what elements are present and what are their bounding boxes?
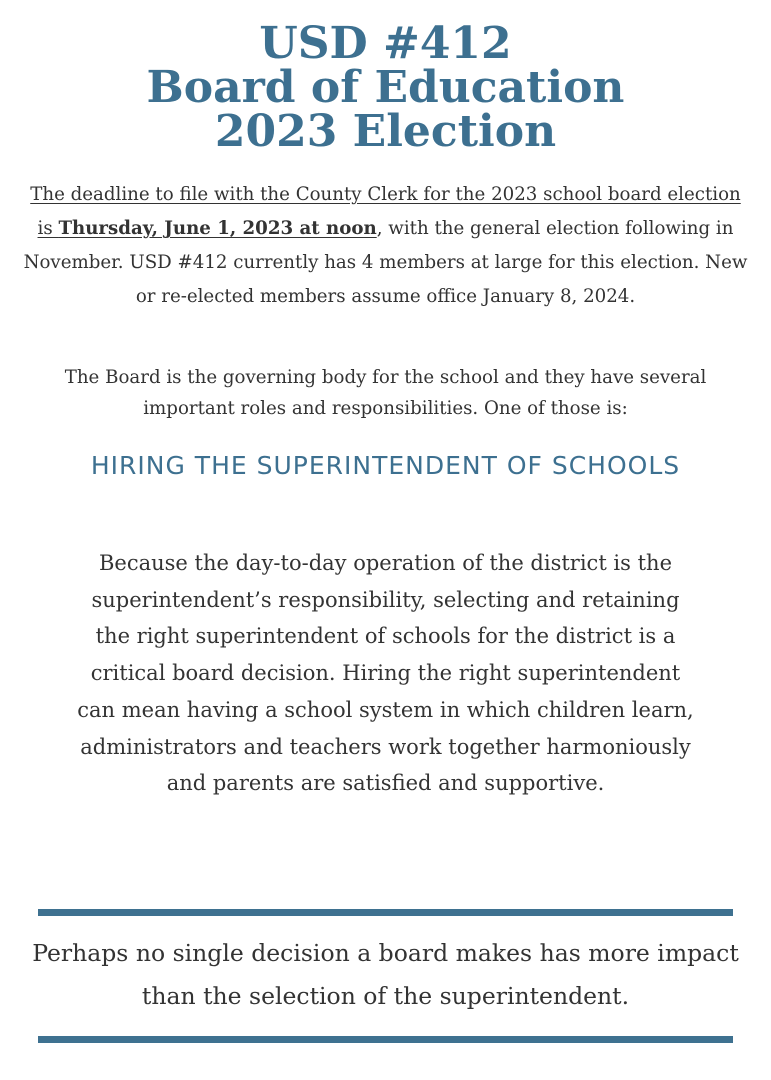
superintendent-paragraph: Because the day-to-day operation of the district is the superintendent’s responsibility, selecting and retaining the right superintendent of schools for the district is a critical board decision. Hiring the right superintendent can mean having a school system in which children learn, administrators and teachers work together harmoniously and parents are satisfied and supportive. (77, 551, 694, 796)
intro-rest: , with the general election following in November. USD #412 currently has 4 members at large for this election. New or re-elected members assume office January 8, 2024. (23, 218, 748, 307)
closing-quote: Perhaps no single decision a board makes has more impact than the selection of the superintendent. (32, 939, 739, 1010)
title-line-2: Board of Education (146, 62, 625, 113)
divider-bottom (38, 1036, 733, 1043)
intro-paragraph (22, 178, 749, 314)
title-line-1: USD #412 (259, 18, 512, 69)
divider-top (38, 909, 733, 916)
section-heading: HIRING THE SUPERINTENDENT OF SCHOOLS (90, 451, 681, 480)
page-title (0, 18, 771, 157)
roles-paragraph: The Board is the governing body for the school and they have several important roles and responsibilities. One of those is: (64, 367, 707, 419)
deadline-lead: The deadline to file with the County Clerk for the 2023 school board election is (30, 184, 741, 239)
title-line-3: 2023 Election (214, 106, 557, 157)
deadline-date: Thursday, June 1, 2023 at noon (58, 218, 377, 239)
